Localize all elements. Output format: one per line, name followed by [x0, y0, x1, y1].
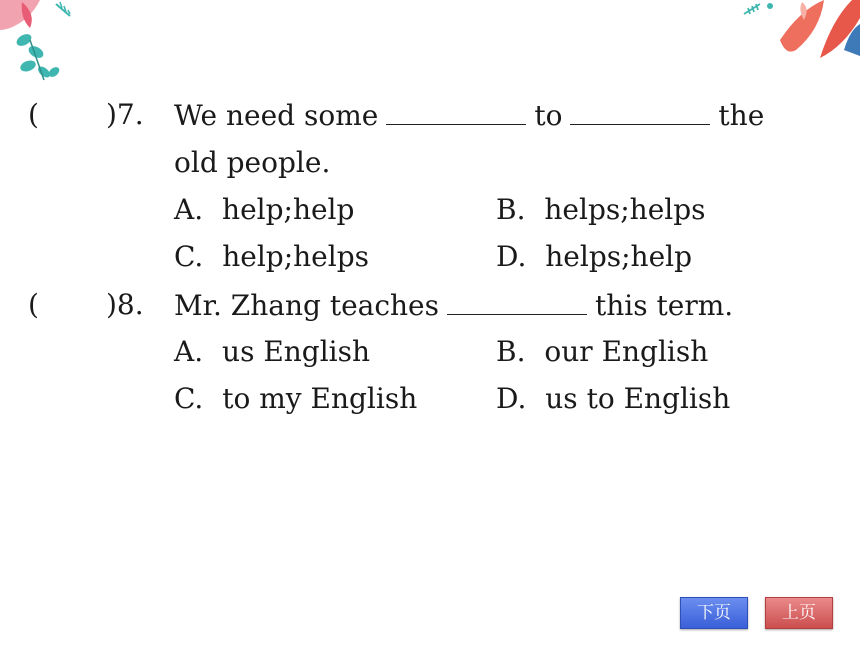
question-7-stem-continued: old people.: [174, 146, 331, 179]
option-letter: A.: [174, 193, 204, 226]
leaf-decoration-left: [0, 0, 80, 95]
leaf-decoration-right: [740, 0, 860, 70]
question-8-option-a: [174, 335, 370, 369]
answer-paren-7: (: [28, 98, 39, 131]
question-7-option-c: [174, 240, 369, 274]
question-number-7: )7.: [106, 98, 144, 131]
answer-blank: [386, 98, 526, 125]
option-letter: C.: [174, 382, 204, 415]
option-letter: D.: [496, 240, 527, 273]
option-text: helps;help: [545, 240, 693, 273]
question-7-option-d: [496, 240, 692, 274]
answer-paren-8: (: [28, 288, 39, 321]
question-8-option-c: [174, 382, 417, 416]
option-letter: C.: [174, 240, 204, 273]
option-letter: B.: [496, 193, 526, 226]
answer-blank: [570, 98, 710, 125]
question-7-stem-part-2: to: [534, 99, 563, 132]
option-text: us English: [222, 335, 371, 368]
question-7-stem: [174, 98, 764, 133]
question-7-option-b: [496, 193, 706, 227]
answer-blank: [447, 288, 587, 315]
question-8-stem-part-2: this term.: [595, 289, 734, 322]
question-7-option-a: [174, 193, 354, 227]
option-text: help;helps: [222, 240, 370, 273]
option-text: to my English: [222, 382, 418, 415]
question-8-option-d: [496, 382, 730, 416]
option-text: us to English: [545, 382, 731, 415]
option-letter: A.: [174, 335, 204, 368]
option-text: help;help: [222, 193, 355, 226]
option-text: helps;helps: [544, 193, 706, 226]
next-page-button[interactable]: 下页: [680, 597, 748, 629]
question-number-8: )8.: [106, 288, 144, 321]
option-text: our English: [544, 335, 709, 368]
question-8-stem-part-1: Mr. Zhang teaches: [174, 289, 439, 322]
question-8-option-b: [496, 335, 708, 369]
option-letter: D.: [496, 382, 527, 415]
question-8-stem: [174, 288, 733, 323]
previous-page-button[interactable]: 上页: [765, 597, 833, 629]
option-letter: B.: [496, 335, 526, 368]
question-7-stem-part-3: the: [718, 99, 765, 132]
question-7-stem-part-1: We need some: [174, 99, 379, 132]
